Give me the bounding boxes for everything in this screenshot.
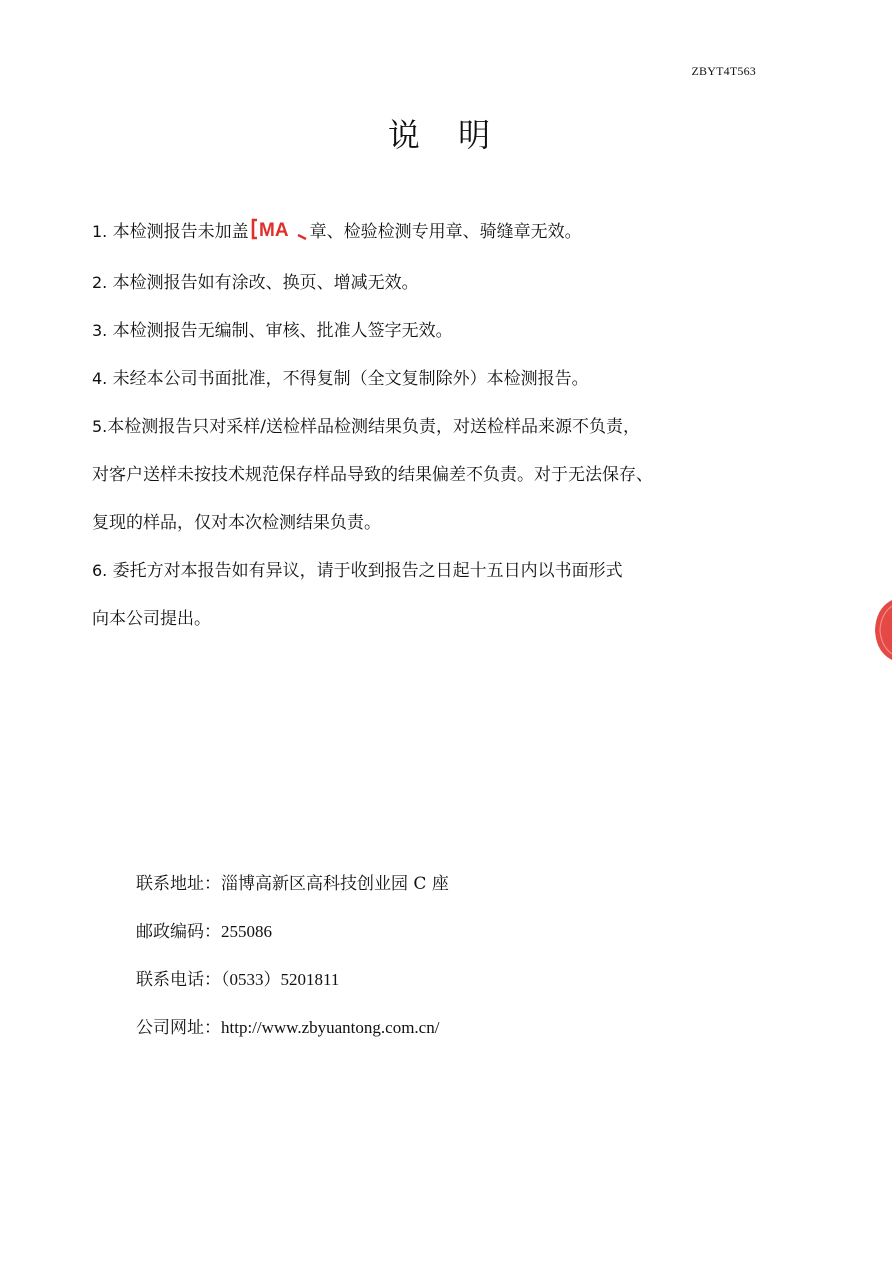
note-2	[92, 259, 782, 307]
note-6	[92, 547, 782, 595]
note-5-continued-1	[92, 451, 782, 499]
contact-postcode-label: 邮政编码：	[136, 922, 221, 942]
note-6-line-2: 向本公司提出。	[92, 609, 211, 629]
note-6-line-1: 委托方对本报告如有异议，请于收到报告之日起十五日内以书面形式	[112, 561, 623, 581]
contact-address-label: 联系地址：	[136, 874, 221, 894]
note-5-line-3: 复现的样品，仅对本次检测结果负责。	[92, 513, 381, 533]
seam-seal-fragment-icon	[872, 600, 892, 664]
note-4-text: 未经本公司书面批准，不得复制（全文复制除外）本检测报告。	[112, 369, 589, 389]
cma-logo-icon	[251, 211, 309, 259]
note-2-number: 2.	[92, 273, 108, 292]
contact-phone	[136, 956, 449, 1004]
note-2-text: 本检测报告如有涂改、换页、增减无效。	[112, 273, 419, 293]
page-title: 说 明	[387, 116, 505, 154]
cma-logo-text: MA	[258, 220, 289, 240]
note-5-line-2: 对客户送样未按技术规范保存样品导致的结果偏差不负责。对于无法保存、	[92, 465, 653, 485]
contact-phone-value: （0533）5201811	[221, 970, 340, 989]
note-5-number: 5.	[92, 417, 108, 436]
contact-website-label: 公司网址：	[136, 1018, 221, 1038]
contact-website	[136, 1004, 449, 1052]
contact-address-value: 淄博高新区高科技创业园 C 座	[221, 874, 449, 894]
contact-postcode	[136, 908, 449, 956]
note-4	[92, 355, 782, 403]
note-1-number: 1.	[92, 222, 108, 241]
note-5	[92, 403, 782, 451]
note-3-number: 3.	[92, 321, 108, 340]
note-4-number: 4.	[92, 369, 108, 388]
contact-info	[136, 860, 449, 1052]
note-5-line-1: 本检测报告只对采样/送检样品检测结果负责，对送检样品来源不负责，	[107, 417, 640, 437]
contact-website-value[interactable]: http://www.zbyuantong.com.cn/	[221, 1018, 440, 1037]
note-3	[92, 307, 782, 355]
note-5-continued-2	[92, 499, 782, 547]
contact-phone-label: 联系电话：	[136, 970, 221, 990]
note-1-text-before: 本检测报告未加盖	[112, 222, 249, 242]
contact-postcode-value: 255086	[221, 922, 272, 941]
note-6-continued	[92, 595, 782, 643]
note-1-text-after: 章、检验检测专用章、骑缝章无效。	[309, 222, 582, 242]
note-6-number: 6.	[92, 561, 108, 580]
report-code: ZBYT4T563	[691, 64, 756, 78]
note-1	[92, 208, 782, 259]
note-3-text: 本检测报告无编制、审核、批准人签字无效。	[112, 321, 453, 341]
notes-list	[92, 208, 782, 643]
contact-address	[136, 860, 449, 908]
